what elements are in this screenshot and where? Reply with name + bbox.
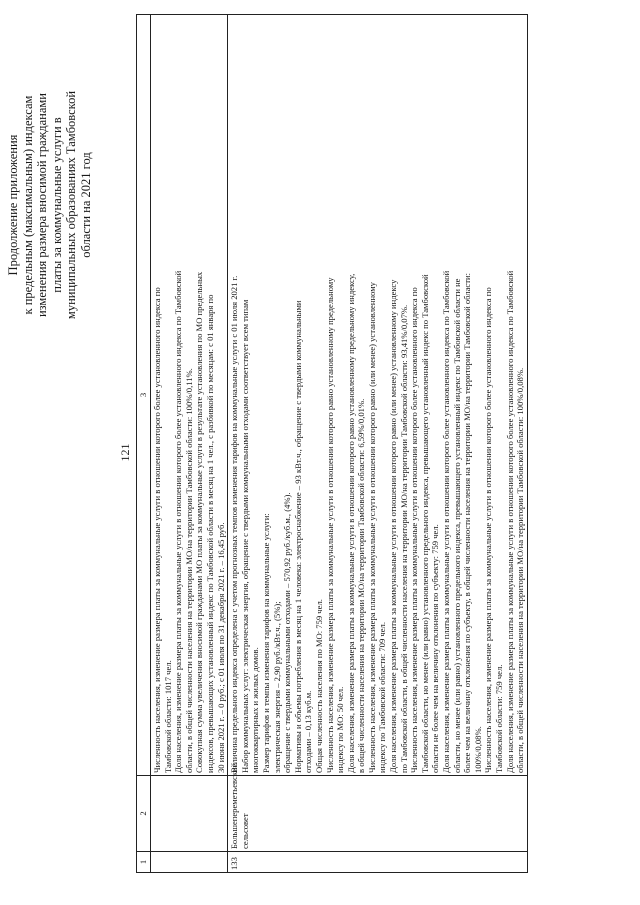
description-line: Доля населения, изменение размера платы за коммунальные услуги в отношении которого равно (или менее) установленному индексу [388,279,399,773]
row-number-cell: 133 [228,852,528,873]
row-name-cell: Большепереметьевский сельсовет [228,776,528,852]
page-number: 121 [118,443,132,462]
description-line: области не более чем на величину отклонения по субъекту: 759 чел. [430,524,441,773]
description-line: многоквартирных и жилых домов. [250,647,261,773]
description-line: области, но менее (или равно) установленного предельного индекса, превышающего установленный индекс по Тамбовской области не [451,278,462,773]
description-line: Доля населения, изменение размера платы за коммунальные услуги в отношении которого равно установленному предельному индексу, [345,273,356,773]
column-header-number: 1 [137,852,151,873]
description-line: Тамбовской области: 1017 чел. [162,660,173,773]
row-name-cell [151,776,228,852]
column-header-description: 3 [137,15,151,776]
description-line: более чем на величину отклонения по субъекту, в общей численности населения на территории МО/на территории Тамбовской области: [462,273,473,773]
description-line: по Тамбовской области, в общей численности населения на территории МО/на территории Тамбовской области: 93,41%/0,07%. [398,304,409,773]
description-line: области, в общей численности населения на территории МО/на территории Тамбовской области: 100%/0,08%. [515,367,526,773]
description-line: Размер тарифов и темпы изменения тарифов на коммунальные услуги: [260,513,271,773]
row-description-cell [151,15,228,776]
description-line: отходами – 0,13 куб.м. [303,690,314,773]
description-line: обращение с твердыми коммунальными отходами – 570,92 руб./куб.м., (4%). [282,492,293,773]
description-line: Доля населения, изменение размера платы за коммунальные услуги в отношении которого более установленного индекса по Тамбовской [441,270,452,773]
description-line: 100%/0,08%. [472,726,483,773]
appendix-line: к предельным (максимальным) индексам [20,95,35,315]
description-line: Численность населения, изменение размера платы за коммунальные услуги в отношении которого равно (или менее) установленному [366,282,377,773]
description-line: индексу по Тамбовской области: 709 чел. [377,622,388,773]
description-line: индексу по МО: 50 чел. [335,686,346,773]
description-line: Тамбовской области: 759 чел. [494,664,504,773]
appendix-line: изменения размера вносимой гражданами [35,93,49,318]
table-row-continued [151,15,228,873]
description-line: Нормативы и объемы потребления в месяц на 1 человека: электроснабжение – 93 кВт.ч., обращение с твердыми коммунальными [292,300,303,773]
table-header-row [137,15,151,873]
row-number-cell [151,852,228,873]
table-row-133 [228,15,528,873]
description-line: Общая численность населения по МО: 759 чел. [313,599,324,773]
appendix-line: Продолжение приложения [6,134,20,276]
description-line: Набор коммунальных услуг: электрическая энергия, обращение с твердыми коммунальными отходами соответствует всем типам [239,299,250,773]
description-line: Доля населения, изменение размера платы за коммунальные услуги в отношении которого более установленного индекса по Тамбовской [173,270,184,773]
appendix-title [6,65,93,345]
row-description-cell [228,15,528,776]
description-line: Величина предельного индекса определена с учетом прогнозных темпов изменения тарифов на коммунальные услуги с 01 июля 2021 г. [229,275,240,773]
appendix-line: области на 2021 год [78,152,93,258]
description-line: Тамбовской области, но менее (или равно) установленного предельного индекса, превышающего установленный индекс по Тамбовской [419,274,430,773]
description-line: электрическая энергия – 2,90 руб./кВт.ч., (5%); [271,601,282,773]
appendix-line: муниципальных образованиях Тамбовской [64,90,78,320]
column-header-municipality: 2 [137,776,151,852]
description-line: Доля населения, изменение размера платы за коммунальные услуги в отношении которого более установленного индекса по Тамбовской [504,270,515,773]
description-line: Численность населения, изменение размера платы за коммунальные услуги в отношении которого более установленного индекса по [409,287,420,773]
description-line: в общей численности населения на территории МО/на территории Тамбовской области: 6,59%/0,01%. [356,398,367,773]
appendix-line: платы за коммунальные услуги в [49,117,64,293]
description-line: 30 июня 2021 г. – 0 руб.; с 01 июля по 31 декабря 2021 г. – 16,45 руб. [215,522,226,773]
description-line: Численность населения, изменение размера платы за коммунальные услуги в отношении которого более установленного индекса по [152,287,162,773]
indices-table [136,14,528,873]
description-line: Совокупная сумма увеличения вносимой гражданами МО платы за коммунальные услуги в результате установления по МО предельных [194,271,205,773]
description-line: области, в общей численности населения на территории МО/на территории Тамбовской области: 100%/0,11%. [183,368,194,773]
description-line: индексов, превышающих установленный индекс по Тамбовской области в месяц на 1 чел., с разбивкой по месяцам: с 01 января по [204,294,215,773]
description-line: Численность населения, изменение размера платы за коммунальные услуги в отношении которого равно установленному предельному [324,277,335,773]
description-line: Численность населения, изменение размера платы за коммунальные услуги в отношении которого более установленного индекса по [483,287,494,773]
